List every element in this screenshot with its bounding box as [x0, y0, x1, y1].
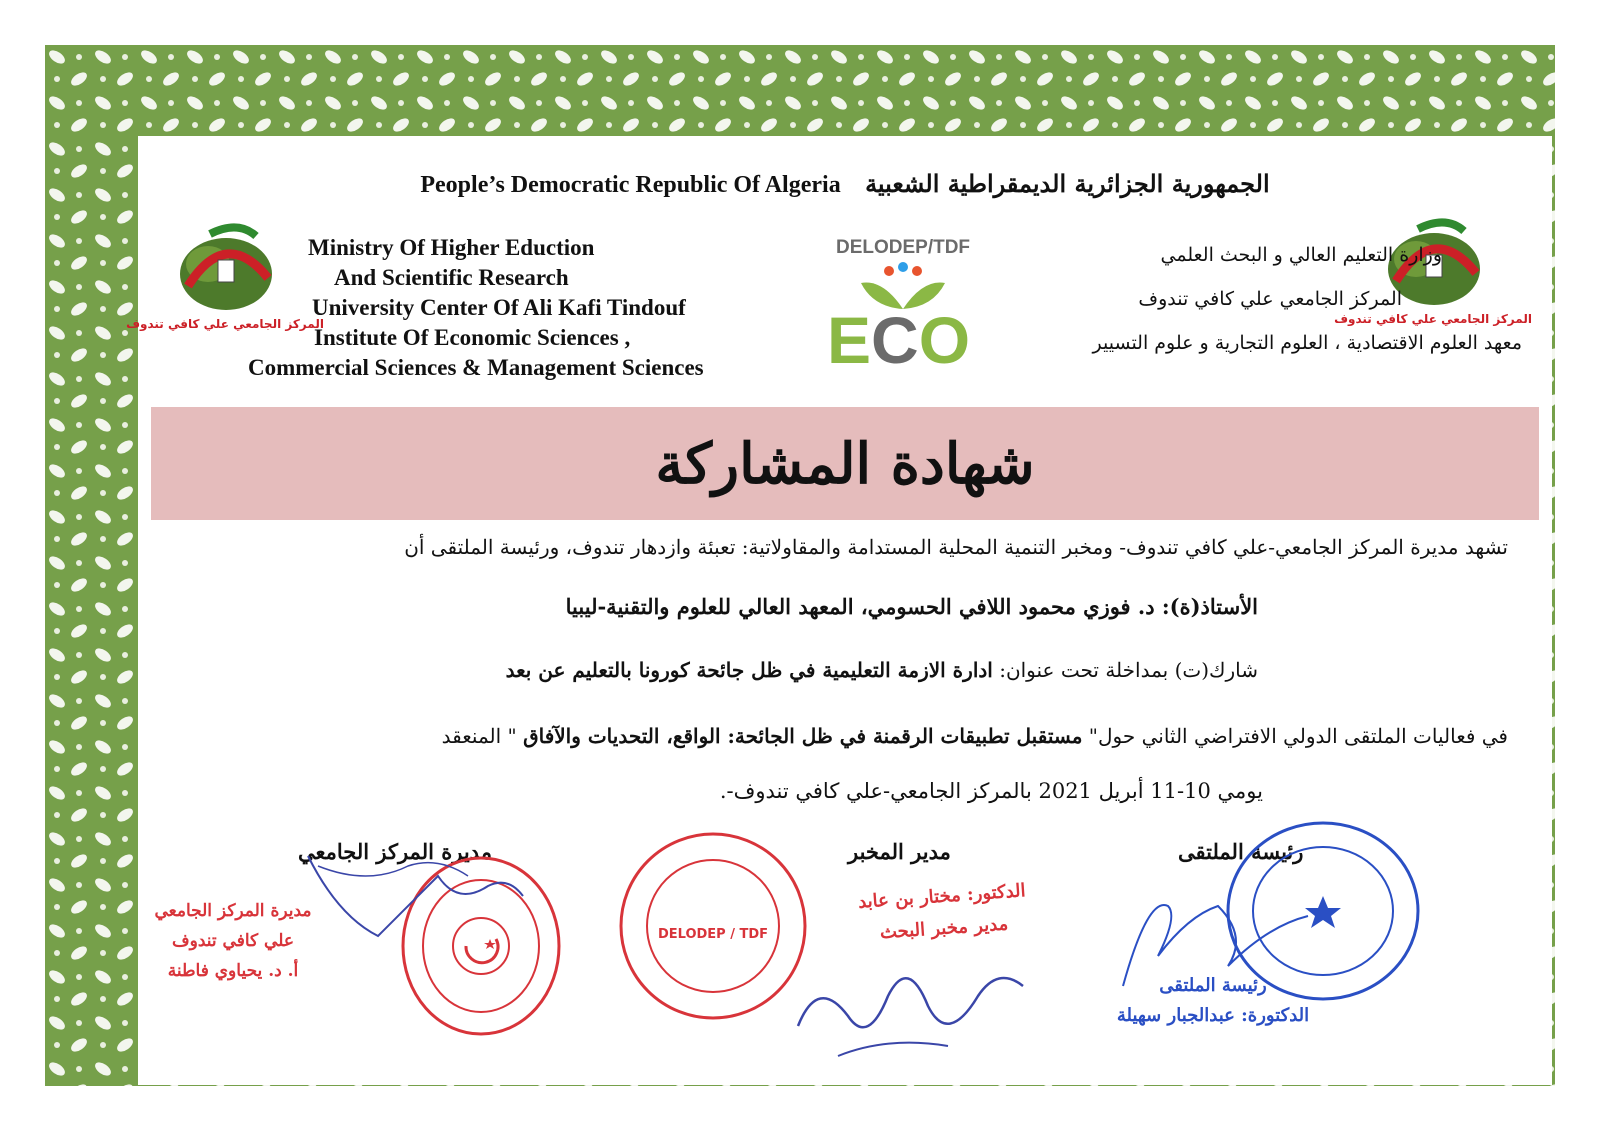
lab-signature-label: مدير المخبر — [848, 839, 951, 864]
institution-en — [248, 233, 704, 383]
director-stamp-line2: علي كافي تندوف — [172, 931, 294, 951]
institute-line-ar: معهد العلوم الاقتصادية ، العلوم التجارية و علوم التسيير — [1092, 332, 1522, 354]
country-header — [138, 169, 1552, 199]
lab-stamp-line1: الدكتور: مختار بن عابد — [857, 880, 1027, 913]
lab-stamp-line2: مدير مخبر البحث — [879, 913, 1009, 944]
event-prefix: في فعاليات الملتقى الدولي الافتراضي الثاني حول" — [1088, 724, 1508, 748]
research-line-en: And Scientific Research — [334, 265, 569, 290]
director-signature-label: مديرة المركز الجامعي — [298, 839, 492, 864]
director-handwritten-signature — [288, 836, 538, 976]
country-name-ar: الجمهورية الجزائرية الديمقراطية الشعبية — [865, 169, 1270, 198]
lab-seal-text: DELODEP / TDF — [657, 927, 769, 942]
ministry-line-ar: وزارة التعليم العالي و البحث العلمي — [1160, 244, 1442, 266]
participation-line — [138, 658, 1508, 682]
certificate-body — [126, 136, 1552, 1085]
sciences-line-en: Commercial Sciences & Management Sciences — [248, 355, 704, 380]
paper-title: ادارة الازمة التعليمية في ظل جائحة كورونا بالتعليم عن بعد — [505, 658, 993, 682]
recipient-line: الأستاذ(ة): د. فوزي محمود اللافي الحسومي، المعهد العالي للعلوم والتقنية-ليبيا — [565, 594, 1258, 619]
participation-prefix: شارك(ت) بمداخلة تحت عنوان: — [999, 658, 1258, 682]
university-logo-right-caption: المركز الجامعي علي كافي تندوف — [1334, 312, 1532, 326]
institution-ar — [1092, 233, 1522, 365]
lab-name: DELODEP/TDF — [835, 237, 971, 258]
attestation-line: تشهد مديرة المركز الجامعي-علي كافي تندوف- ومخبر التنمية المحلية المستدامة والمقاولاتية: تعبئة وازدهار تندوف، ورئيسة الملتقى أن — [404, 535, 1508, 559]
decorative-border — [45, 45, 1555, 1086]
chair-signature-label: رئيسة الملتقى — [1178, 839, 1304, 864]
university-line-en: University Center Of Ali Kafi Tindouf — [312, 295, 686, 320]
lab-word: ECO — [827, 303, 971, 377]
title-band — [151, 407, 1539, 520]
lab-handwritten-signature — [778, 936, 1038, 1076]
director-stamp-line1: مديرة المركز الجامعي — [154, 901, 312, 921]
event-title: مستقبل تطبيقات الرقمنة في ظل الجائحة: الواقع، التحديات والآفاق — [523, 724, 1083, 748]
event-suffix: " المنعقد — [441, 724, 517, 748]
certificate-title: شهادة المشاركة — [655, 430, 1035, 497]
country-name-en: People’s Democratic Republic Of Algeria — [420, 172, 841, 198]
chair-stamp-line1: رئيسة الملتقى — [1159, 975, 1267, 996]
director-stamp-line3: أ. د. يحياوي فاطنة — [167, 961, 299, 981]
institute-line-en: Institute Of Economic Sciences , — [314, 325, 631, 350]
date-line: يومي 10-11 أبريل 2021 بالمركز الجامعي-علي كافي تندوف-. — [719, 779, 1263, 803]
university-logo-caption: المركز الجامعي علي كافي تندوف — [126, 317, 324, 331]
event-line — [138, 724, 1508, 748]
lab-eco-logo — [803, 231, 1003, 377]
chair-stamp-line2: الدكتورة: عبدالجبار سهيلة — [1116, 1005, 1310, 1026]
university-line-ar: المركز الجامعي علي كافي تندوف — [1138, 288, 1402, 310]
chair-handwritten-signature — [1108, 876, 1328, 1006]
ministry-line-en: Ministry Of Higher Eduction — [308, 235, 595, 260]
